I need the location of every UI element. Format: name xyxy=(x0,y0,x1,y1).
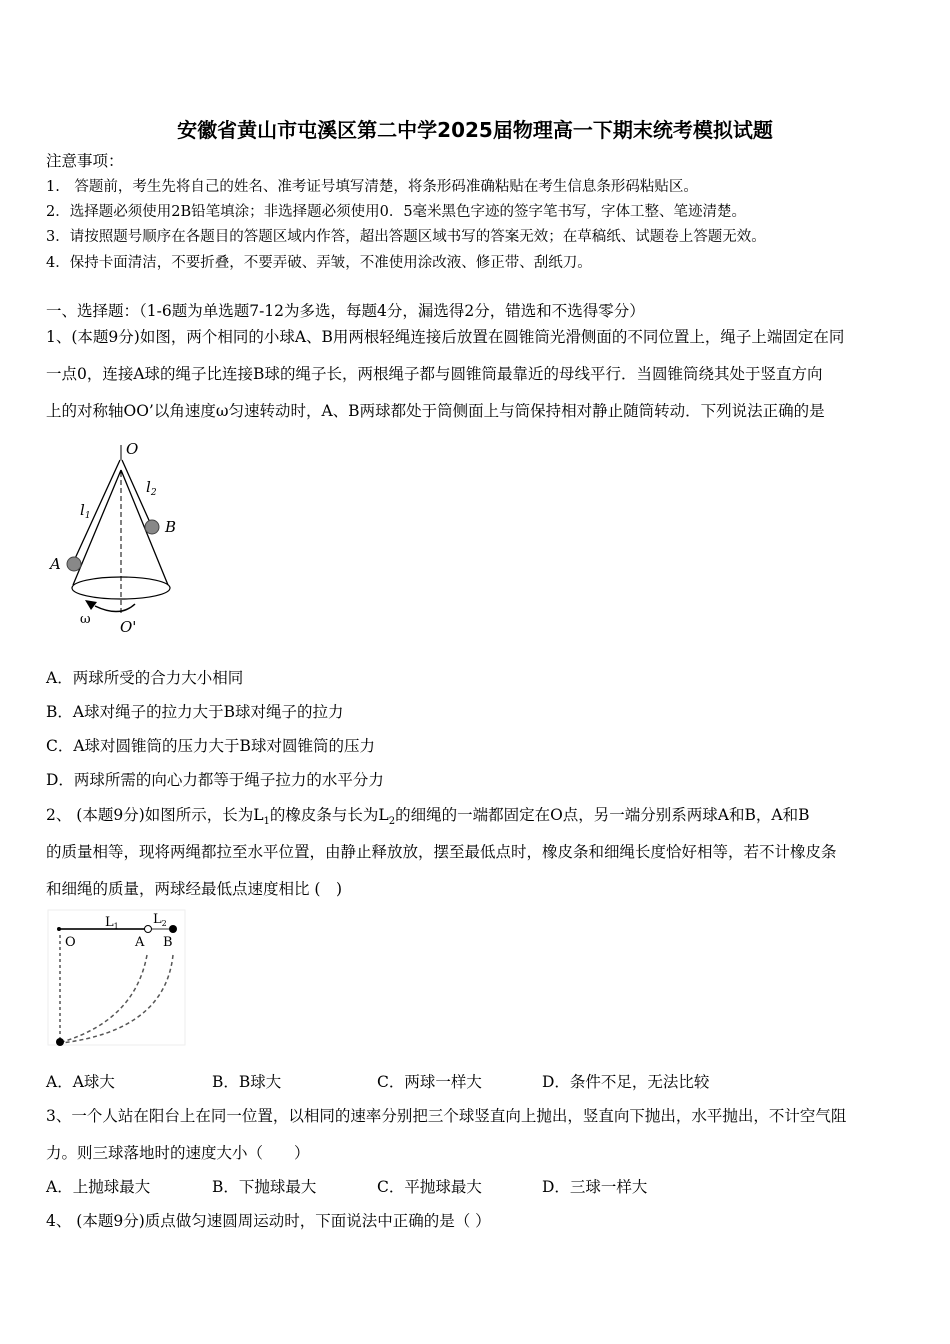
notice-item: 2．选择题必须使用2B铅笔填涂；非选择题必须使用0．5毫米黑色字迹的签字笔书写，字体工整、笔迹清楚。 xyxy=(46,204,747,220)
notice-heading: 注意事项： xyxy=(46,152,124,170)
notice-item: 3．请按照题号顺序在各题目的答题区域内作答，超出答题区域书写的答案无效；在草稿纸、试题卷上答题无效。 xyxy=(46,229,766,245)
q2-option-b: B．B球大 xyxy=(212,1073,282,1091)
q1-text: 上的对称轴OO’以角速度ω匀速转动时，A、B两球都处于筒侧面上与筒保持相对静止随筒转动．下列说法正确的是 xyxy=(46,402,825,420)
section-heading: 一、选择题：（1-6题为单选题7-12为多选，每题4分，漏选得2分，错选和不选得零分） xyxy=(46,302,645,320)
label-l2: $l_2$ xyxy=(146,478,157,498)
q1-option-d: D．两球所需的向心力都等于绳子拉力的水平分力 xyxy=(46,771,384,789)
q1-option-a: A．两球所受的合力大小相同 xyxy=(46,669,244,687)
q1-option-c: C．A球对圆锥筒的压力大于B球对圆锥筒的压力 xyxy=(46,737,375,755)
label-A: A xyxy=(50,555,61,573)
q3-option-b: B．下抛球最大 xyxy=(212,1178,317,1196)
q3-text: 3、一个人站在阳台上在同一位置，以相同的速率分别把三个球竖直向上抛出，竖直向下抛出，水平抛出，不计空气阻 xyxy=(46,1107,847,1125)
cone-figure xyxy=(40,430,200,640)
q2-option-a: A．A球大 xyxy=(46,1073,115,1091)
q1-option-b: B．A球对绳子的拉力大于B球对绳子的拉力 xyxy=(46,703,344,721)
q4-text: 4、 (本题9分)质点做匀速圆周运动时，下面说法中正确的是（ ） xyxy=(46,1212,491,1230)
label-L2: $L_2$ xyxy=(153,912,167,928)
label-O: O xyxy=(126,440,139,458)
q3-option-c: C．平抛球最大 xyxy=(377,1178,482,1196)
q2-option-d: D．条件不足，无法比较 xyxy=(542,1073,710,1091)
label-L1: $L_1$ xyxy=(105,915,119,931)
q2-text: 和细绳的质量，两球经最低点速度相比 ( ) xyxy=(46,880,343,898)
label-O-prime: O' xyxy=(120,618,137,636)
pendulum-figure xyxy=(40,905,190,1050)
q3-text: 力。则三球落地时的速度大小（ ） xyxy=(46,1144,310,1162)
q2-text: 的质量相等，现将两绳都拉至水平位置，由静止释放放，摆至最低点时，橡皮条和细绳长度恰好相等，若不计橡皮条 xyxy=(46,843,837,861)
label-O: O xyxy=(65,935,76,950)
label-l1: $l_1$ xyxy=(80,501,91,521)
notice-item: 1. 答题前，考生先将自己的姓名、准考证号填写清楚，将条形码准确粘贴在考生信息条形码粘贴区。 xyxy=(46,179,698,195)
label-B: B xyxy=(163,935,173,950)
page-title: 安徽省黄山市屯溪区第二中学2025届物理高一下期末统考模拟试题 xyxy=(177,118,773,142)
notice-item: 4．保持卡面清洁，不要折叠，不要弄破、弄皱，不准使用涂改液、修正带、刮纸刀。 xyxy=(46,255,592,271)
label-omega: ω xyxy=(80,612,91,627)
q2-option-c: C．两球一样大 xyxy=(377,1073,482,1091)
label-B: B xyxy=(165,518,177,536)
q3-option-d: D．三球一样大 xyxy=(542,1178,648,1196)
q1-text: 1、(本题9分)如图，两个相同的小球A、B用两根轻绳连接后放置在圆锥筒光滑侧面的不同位置上，绳子上端固定在同 xyxy=(46,328,845,346)
q3-option-a: A．上抛球最大 xyxy=(46,1178,151,1196)
label-A: A xyxy=(135,935,145,950)
q1-text: 一点0，连接A球的绳子比连接B球的绳子长，两根绳子都与圆锥筒最靠近的母线平行．当圆锥筒绕其处于竖直方向 xyxy=(46,365,823,383)
q2-text: 2、 (本题9分)如图所示，长为$L_1$的橡皮条与长为$L_2$的细绳的一端都固定在O点，另一端分别系两球A和B，A和B xyxy=(46,806,810,828)
